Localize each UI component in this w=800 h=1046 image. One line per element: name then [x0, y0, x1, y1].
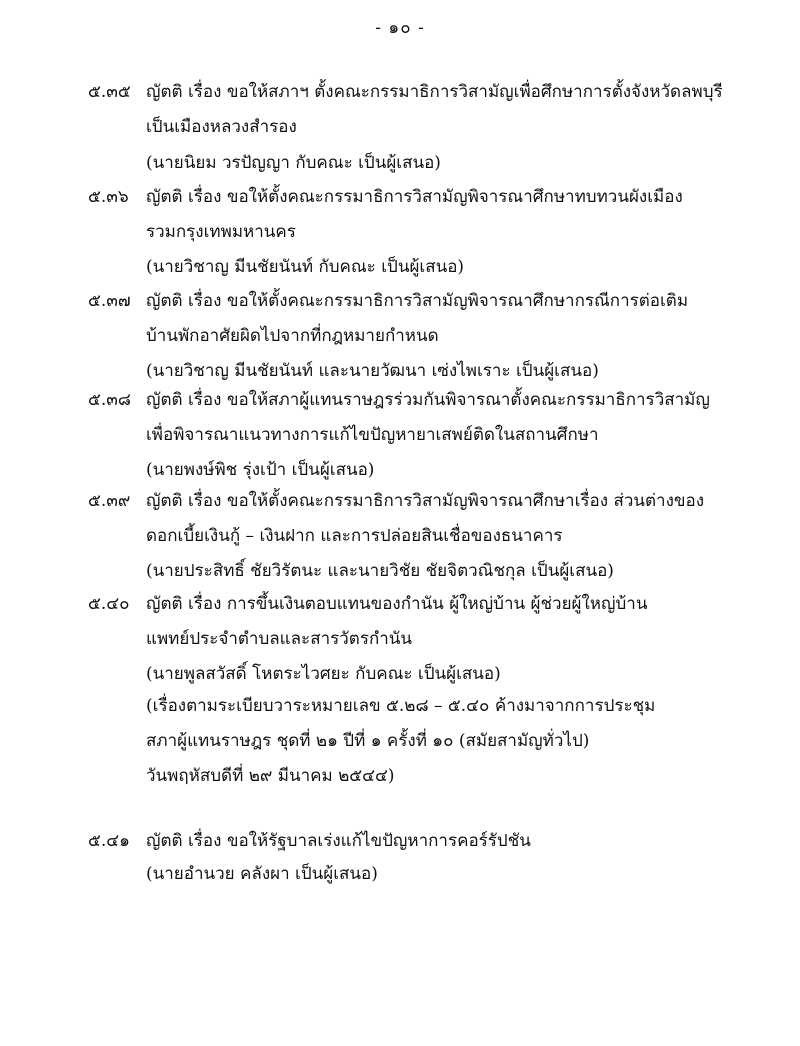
item-number: ๕.๓๘ [88, 390, 132, 410]
item-proposer: (นายนิยม วรปัญญา กับคณะ เป็นผู้เสนอ) [146, 153, 441, 173]
item-title-line1: ญัตติ เรื่อง ขอให้ตั้งคณะกรรมาธิการวิสามัญพิจารณาศึกษาทบทวนผังเมือง [146, 187, 683, 207]
item-proposer: (นายวิชาญ มีนชัยนันท์ กับคณะ เป็นผู้เสนอ) [146, 257, 465, 277]
item-proposer: (นายพูลสวัสดิ์ โหตระไวศยะ กับคณะ เป็นผู้เสนอ) [146, 664, 501, 684]
page-number: - ๑๐ - [375, 18, 425, 38]
note-line3: วันพฤหัสบดีที่ ๒๙ มีนาคม ๒๕๔๔) [146, 766, 395, 786]
item-proposer: (นายวิชาญ มีนชัยนันท์ และนายวัฒนา เซ่งไพเราะ เป็นผู้เสนอ) [146, 361, 599, 381]
item-proposer: (นายอำนวย คลังผา เป็นผู้เสนอ) [146, 864, 378, 884]
item-title-line1: ญัตติ เรื่อง ขอให้ตั้งคณะกรรมาธิการวิสามัญพิจารณาศึกษาเรื่อง ส่วนต่างของ [146, 491, 705, 511]
item-number: ๕.๓๙ [88, 491, 131, 511]
item-proposer: (นายประสิทธิ์ ชัยวิรัตนะ และนายวิชัย ชัยจิตวณิชกุล เป็นผู้เสนอ) [146, 561, 614, 581]
item-title-line1: ญัตติ เรื่อง การขึ้นเงินตอบแทนของกำนัน ผู้ใหญ่บ้าน ผู้ช่วยผู้ใหญ่บ้าน [146, 594, 648, 614]
item-title-line2: บ้านพักอาศัยผิดไปจากที่กฎหมายกำหนด [146, 326, 439, 346]
item-title-line1: ญัตติ เรื่อง ขอให้สภาฯ ตั้งคณะกรรมาธิการวิสามัญเพื่อศึกษาการตั้งจังหวัดลพบุรี [146, 82, 723, 102]
item-title-line1: ญัตติ เรื่อง ขอให้สภาผู้แทนราษฎรร่วมกันพิจารณาตั้งคณะกรรมาธิการวิสามัญ [146, 390, 710, 410]
item-number: ๕.๓๗ [88, 291, 131, 311]
item-proposer: (นายพงษ์พิช รุ่งเป้า เป็นผู้เสนอ) [146, 460, 375, 480]
item-title-line2: ดอกเบี้ยเงินกู้ – เงินฝาก และการปล่อยสินเชื่อของธนาคาร [146, 526, 563, 546]
item-title-line1: ญัตติ เรื่อง ขอให้ตั้งคณะกรรมาธิการวิสามัญพิจารณาศึกษากรณีการต่อเติม [146, 291, 689, 311]
item-number: ๕.๓๖ [88, 187, 129, 207]
item-title-line1: ญัตติ เรื่อง ขอให้รัฐบาลเร่งแก้ไขปัญหาการคอร์รัปชัน [146, 831, 531, 851]
item-title-line2: เป็นเมืองหลวงสำรอง [146, 117, 297, 137]
item-title-line2: เพื่อพิจารณาแนวทางการแก้ไขปัญหายาเสพย์ติดในสถานศึกษา [146, 425, 599, 445]
item-number: ๕.๔๐ [88, 594, 130, 614]
item-number: ๕.๔๑ [88, 831, 130, 851]
item-title-line2: รวมกรุงเทพมหานคร [146, 222, 296, 242]
item-title-line2: แพทย์ประจำตำบลและสารวัตรกำนัน [146, 629, 413, 649]
note-line2: สภาผู้แทนราษฎร ชุดที่ ๒๑ ปีที่ ๑ ครั้งที่ ๑๐ (สมัยสามัญทั่วไป) [146, 731, 590, 751]
item-number: ๕.๓๕ [88, 82, 131, 102]
note-line1: (เรื่องตามระเบียบวาระหมายเลข ๕.๒๘ – ๕.๔๐ ค้างมาจากการประชุม [146, 696, 656, 716]
